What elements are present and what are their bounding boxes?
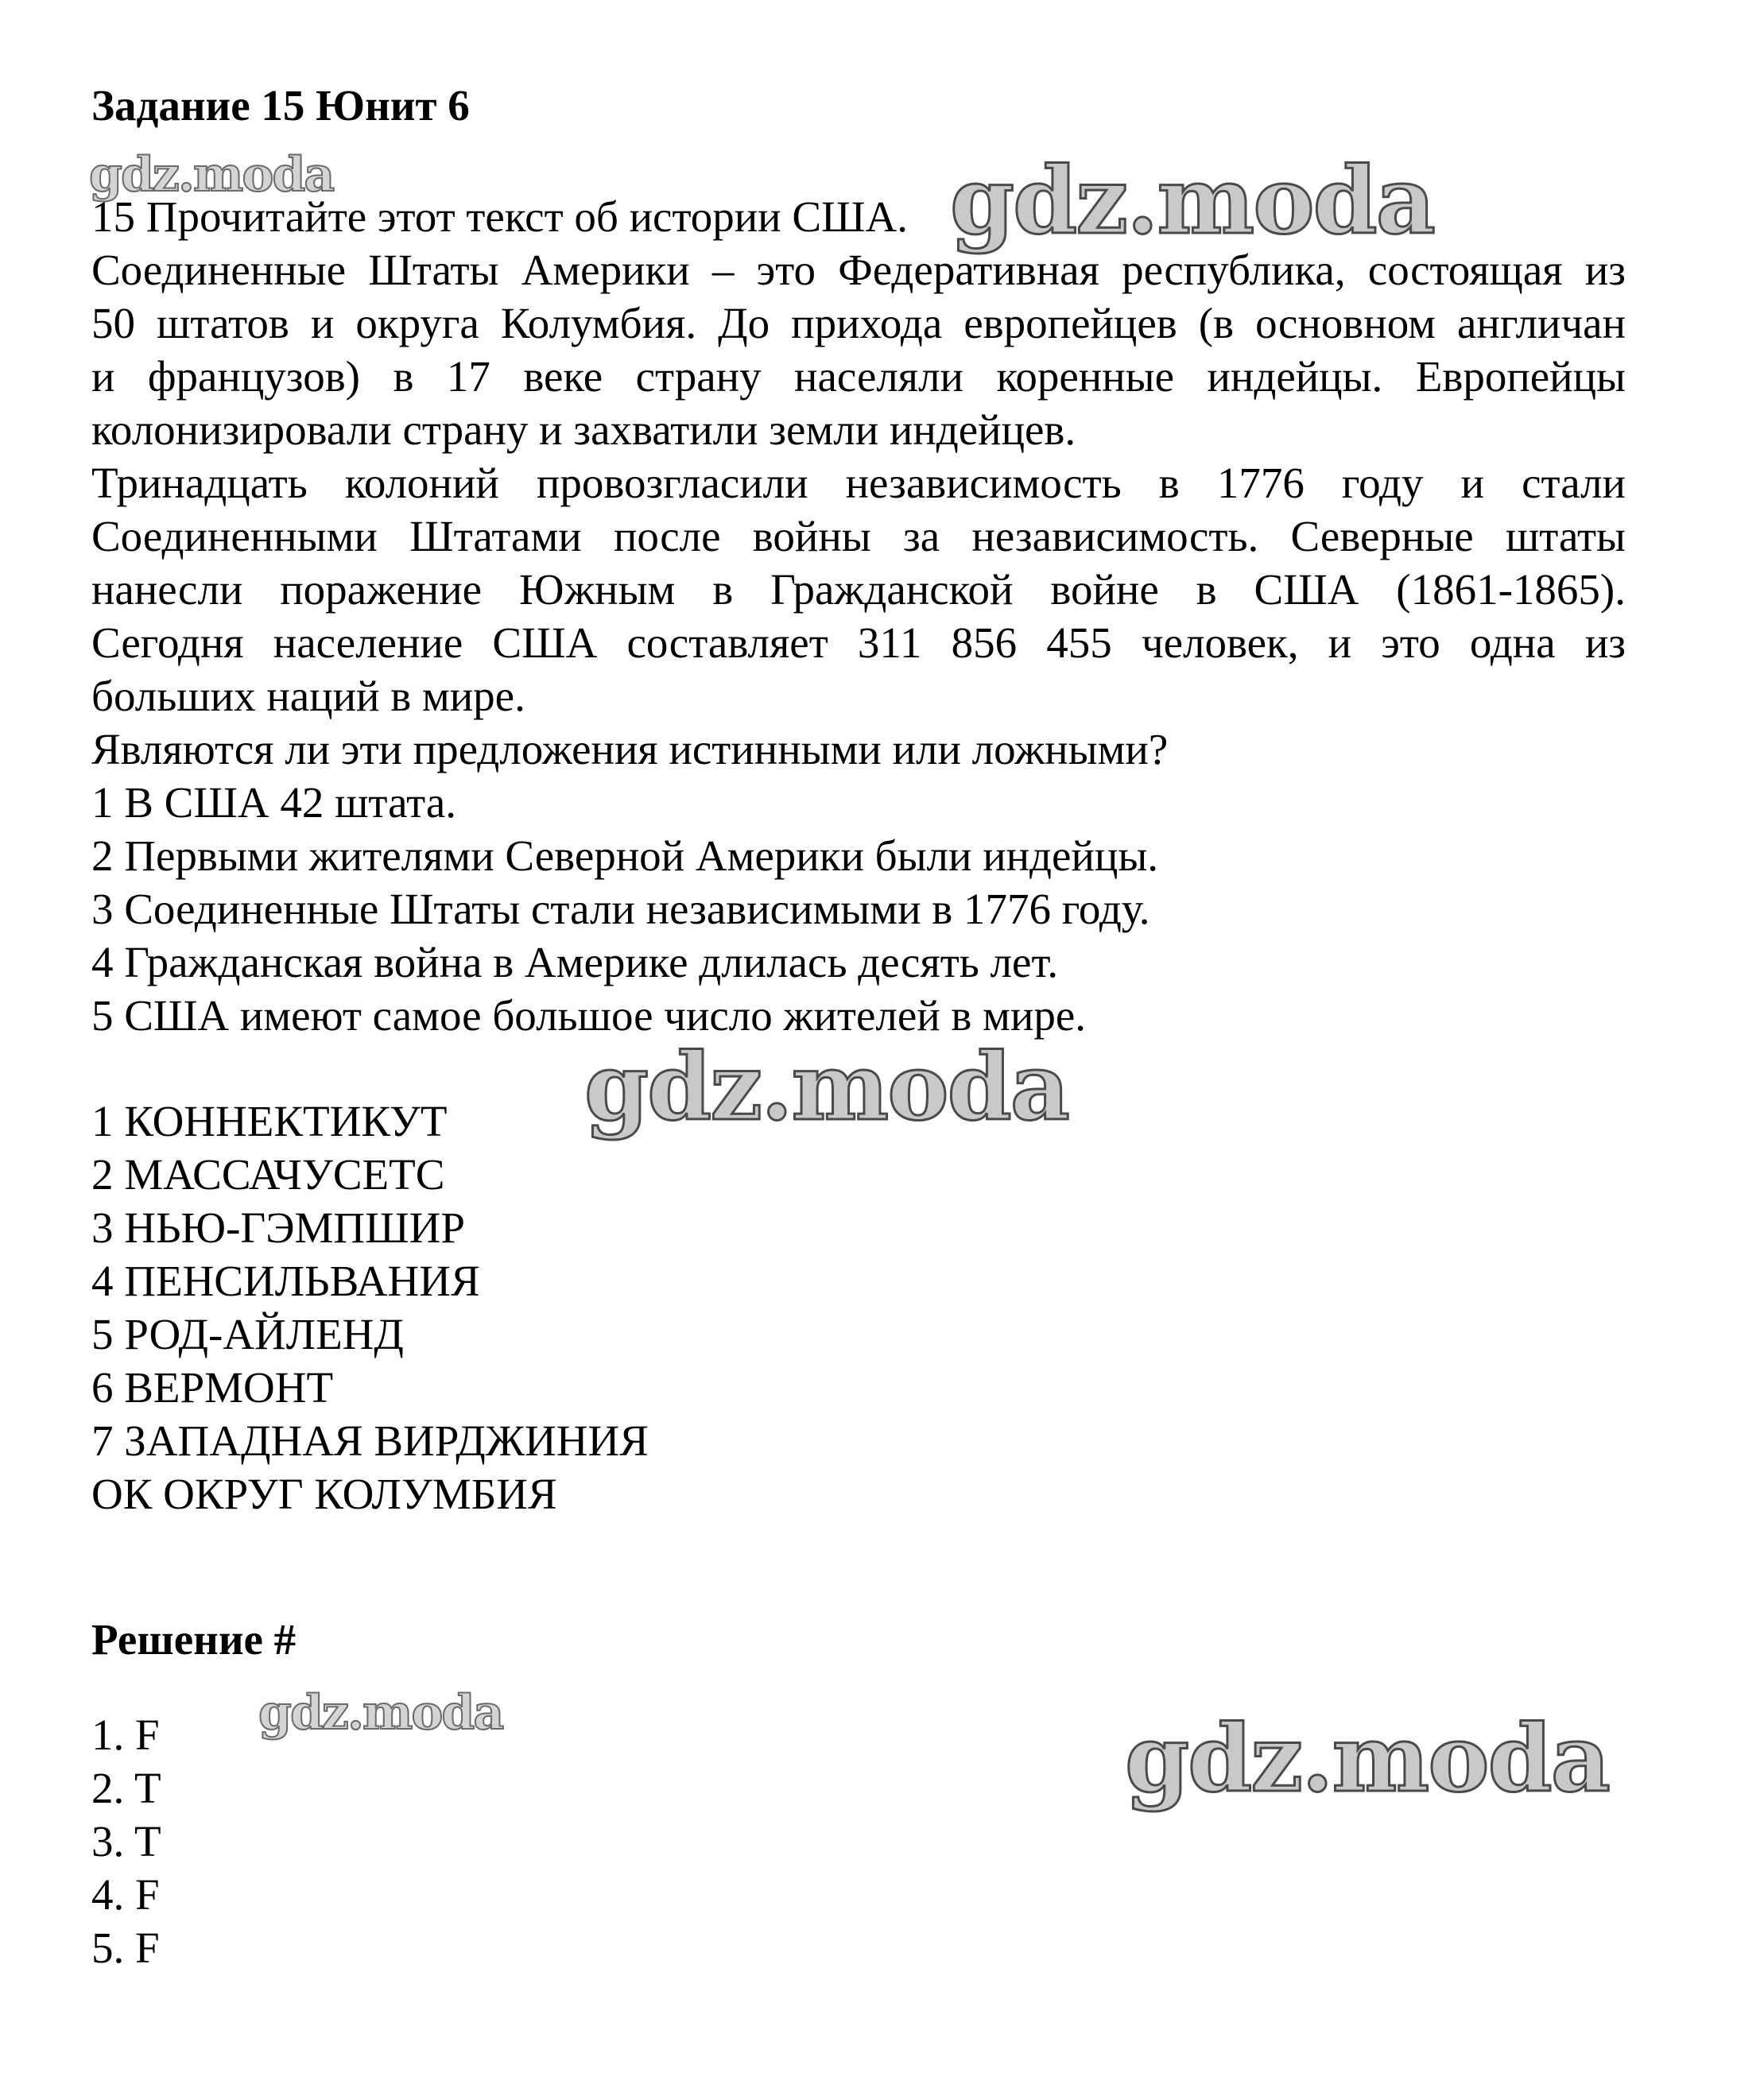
answer-item: 4. F	[91, 1870, 160, 1919]
state-item: 2 МАССАЧУСЕТС	[91, 1150, 445, 1199]
paragraph-line: больших наций в мире.	[91, 672, 525, 720]
statement-item: 5 США имеют самое большое число жителей в мире.	[91, 991, 1087, 1040]
paragraph-line: колонизировали страну и захватили земли индейцев.	[91, 405, 1076, 454]
answer-item: 5. F	[91, 1924, 160, 1972]
paragraph-line: нанесли поражение Южным в Гражданской войне в США (1861-1865).	[91, 565, 1626, 614]
answer-item: 3. T	[91, 1817, 161, 1865]
state-item: 6 ВЕРМОНТ	[91, 1363, 334, 1412]
statement-item: 4 Гражданская война в Америке длилась десять лет.	[91, 938, 1059, 986]
state-item: 1 КОННЕКТИКУТ	[91, 1097, 448, 1145]
state-item: 4 ПЕНСИЛЬВАНИЯ	[91, 1257, 480, 1305]
answer-item: 1. F	[91, 1711, 160, 1759]
paragraph-line: Соединенные Штаты Америки – это Федеративная республика, состоящая из	[91, 246, 1626, 294]
solution-heading: Решение #	[91, 1615, 297, 1664]
watermark: gdz.moda	[89, 147, 334, 203]
watermark: gdz.moda	[584, 1033, 1068, 1141]
state-item: ОК ОКРУГ КОЛУМБИЯ	[91, 1470, 557, 1518]
paragraph-line: 50 штатов и округа Колумбия. До прихода европейцев (в основном англичан	[91, 299, 1626, 347]
statement-item: 1 В США 42 штата.	[91, 778, 456, 827]
paragraph-line: и французов) в 17 веке страну населяли коренные индейцы. Европейцы	[91, 352, 1626, 401]
question-text: Являются ли эти предложения истинными или ложными?	[91, 725, 1169, 773]
statement-item: 2 Первыми жителями Северной Америки были индейцы.	[91, 831, 1159, 880]
paragraph-line: Соединенными Штатами после войны за независимость. Северные штаты	[91, 512, 1626, 560]
page-heading: Задание 15 Юнит 6	[91, 81, 470, 130]
paragraph-line: Тринадцать колоний провозгласили независимость в 1776 году и стали	[91, 459, 1626, 507]
task-intro: 15 Прочитайте этот текст об истории США.	[91, 192, 909, 241]
answer-item: 2. T	[91, 1764, 161, 1812]
statement-item: 3 Соединенные Штаты стали независимыми в 1776 году.	[91, 885, 1150, 933]
state-item: 3 НЬЮ-ГЭМПШИР	[91, 1203, 465, 1252]
watermark: gdz.moda	[1125, 1705, 1609, 1813]
state-item: 7 ЗАПАДНАЯ ВИРДЖИНИЯ	[91, 1416, 649, 1465]
state-item: 5 РОД-АЙЛЕНД	[91, 1310, 404, 1358]
paragraph-line: Сегодня население США составляет 311 856 455 человек, и это одна из	[91, 618, 1626, 667]
watermark: gdz.moda	[258, 1685, 503, 1741]
watermark: gdz.moda	[950, 147, 1434, 255]
